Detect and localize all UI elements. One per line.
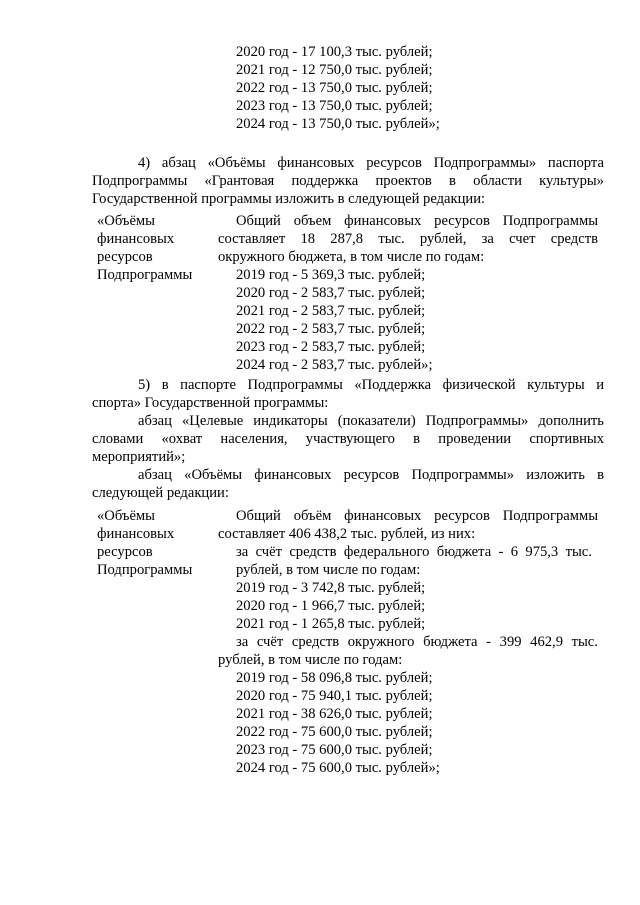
para5-line: абзац «Целевые индикаторы (показатели) Подпрограммы» дополнить (138, 413, 604, 429)
table1-label: финансовых (97, 231, 175, 247)
table2-text: составляет 406 438,2 тыс. рублей, из них: (218, 526, 476, 542)
table1-year: 2022 год - 2 583,7 тыс. рублей; (236, 321, 426, 337)
para5-line: словами «охват населения, участвующего в проведении спортивных (92, 431, 604, 447)
table2-text: за счёт средств окружного бюджета - 399 462,9 тыс. (236, 634, 598, 650)
table1-year: 2023 год - 2 583,7 тыс. рублей; (236, 339, 426, 355)
para5-line: мероприятий»; (92, 449, 186, 465)
table2-year: 2019 год - 58 096,8 тыс. рублей; (236, 670, 433, 686)
table2-year: 2024 год - 75 600,0 тыс. рублей»; (236, 760, 440, 776)
table2-year: 2019 год - 3 742,8 тыс. рублей; (236, 580, 426, 596)
table2-label: ресурсов (97, 544, 153, 560)
table1-year: 2020 год - 2 583,7 тыс. рублей; (236, 285, 426, 301)
table2-year: 2020 год - 75 940,1 тыс. рублей; (236, 688, 433, 704)
table2-year: 2022 год - 75 600,0 тыс. рублей; (236, 724, 433, 740)
para4-line: Государственной программы изложить в следующей редакции: (92, 191, 486, 207)
para5-line: 5) в паспорте Подпрограммы «Поддержка физической культуры и (138, 377, 604, 393)
para4-line: Подпрограммы «Грантовая поддержка проектов в области культуры» (92, 173, 604, 189)
table2-text: Общий объём финансовых ресурсов Подпрограммы (236, 508, 598, 524)
para5-line: следующей редакции: (92, 485, 229, 501)
top-list-item: 2020 год - 17 100,3 тыс. рублей; (236, 44, 433, 60)
para5-line: спорта» Государственной программы: (92, 395, 329, 411)
table1-text: окружного бюджета, в том числе по годам: (218, 249, 485, 265)
table2-label: финансовых (97, 526, 175, 542)
top-list-item: 2024 год - 13 750,0 тыс. рублей»; (236, 116, 440, 132)
table2-year: 2023 год - 75 600,0 тыс. рублей; (236, 742, 433, 758)
top-list-item: 2022 год - 13 750,0 тыс. рублей; (236, 80, 433, 96)
para4-line: 4) абзац «Объёмы финансовых ресурсов Подпрограммы» паспорта (138, 155, 604, 171)
para5-line: абзац «Объёмы финансовых ресурсов Подпрограммы» изложить в (138, 467, 604, 483)
table1-text: составляет 18 287,8 тыс. рублей, за счет средств (218, 231, 598, 247)
top-list-item: 2021 год - 12 750,0 тыс. рублей; (236, 62, 433, 78)
table1-text: Общий объем финансовых ресурсов Подпрограммы (236, 213, 598, 229)
table1-year: 2024 год - 2 583,7 тыс. рублей»; (236, 357, 433, 373)
table1-year: 2021 год - 2 583,7 тыс. рублей; (236, 303, 426, 319)
table1-year: 2019 год - 5 369,3 тыс. рублей; (236, 267, 426, 283)
table1-label: «Объёмы (97, 213, 155, 229)
table2-year: 2020 год - 1 966,7 тыс. рублей; (236, 598, 426, 614)
table2-label: Подпрограммы (97, 562, 193, 578)
table2-year: 2021 год - 1 265,8 тыс. рублей; (236, 616, 426, 632)
table2-label: «Объёмы (97, 508, 155, 524)
table2-year: 2021 год - 38 626,0 тыс. рублей; (236, 706, 433, 722)
table2-text: за счёт средств федерального бюджета - 6 975,3 тыс. (236, 544, 592, 560)
top-list-item: 2023 год - 13 750,0 тыс. рублей; (236, 98, 433, 114)
table2-text: рублей, в том числе по годам: (218, 652, 403, 668)
table1-label: Подпрограммы (97, 267, 193, 283)
table2-text: рублей, в том числе по годам: (236, 562, 421, 578)
table1-label: ресурсов (97, 249, 153, 265)
